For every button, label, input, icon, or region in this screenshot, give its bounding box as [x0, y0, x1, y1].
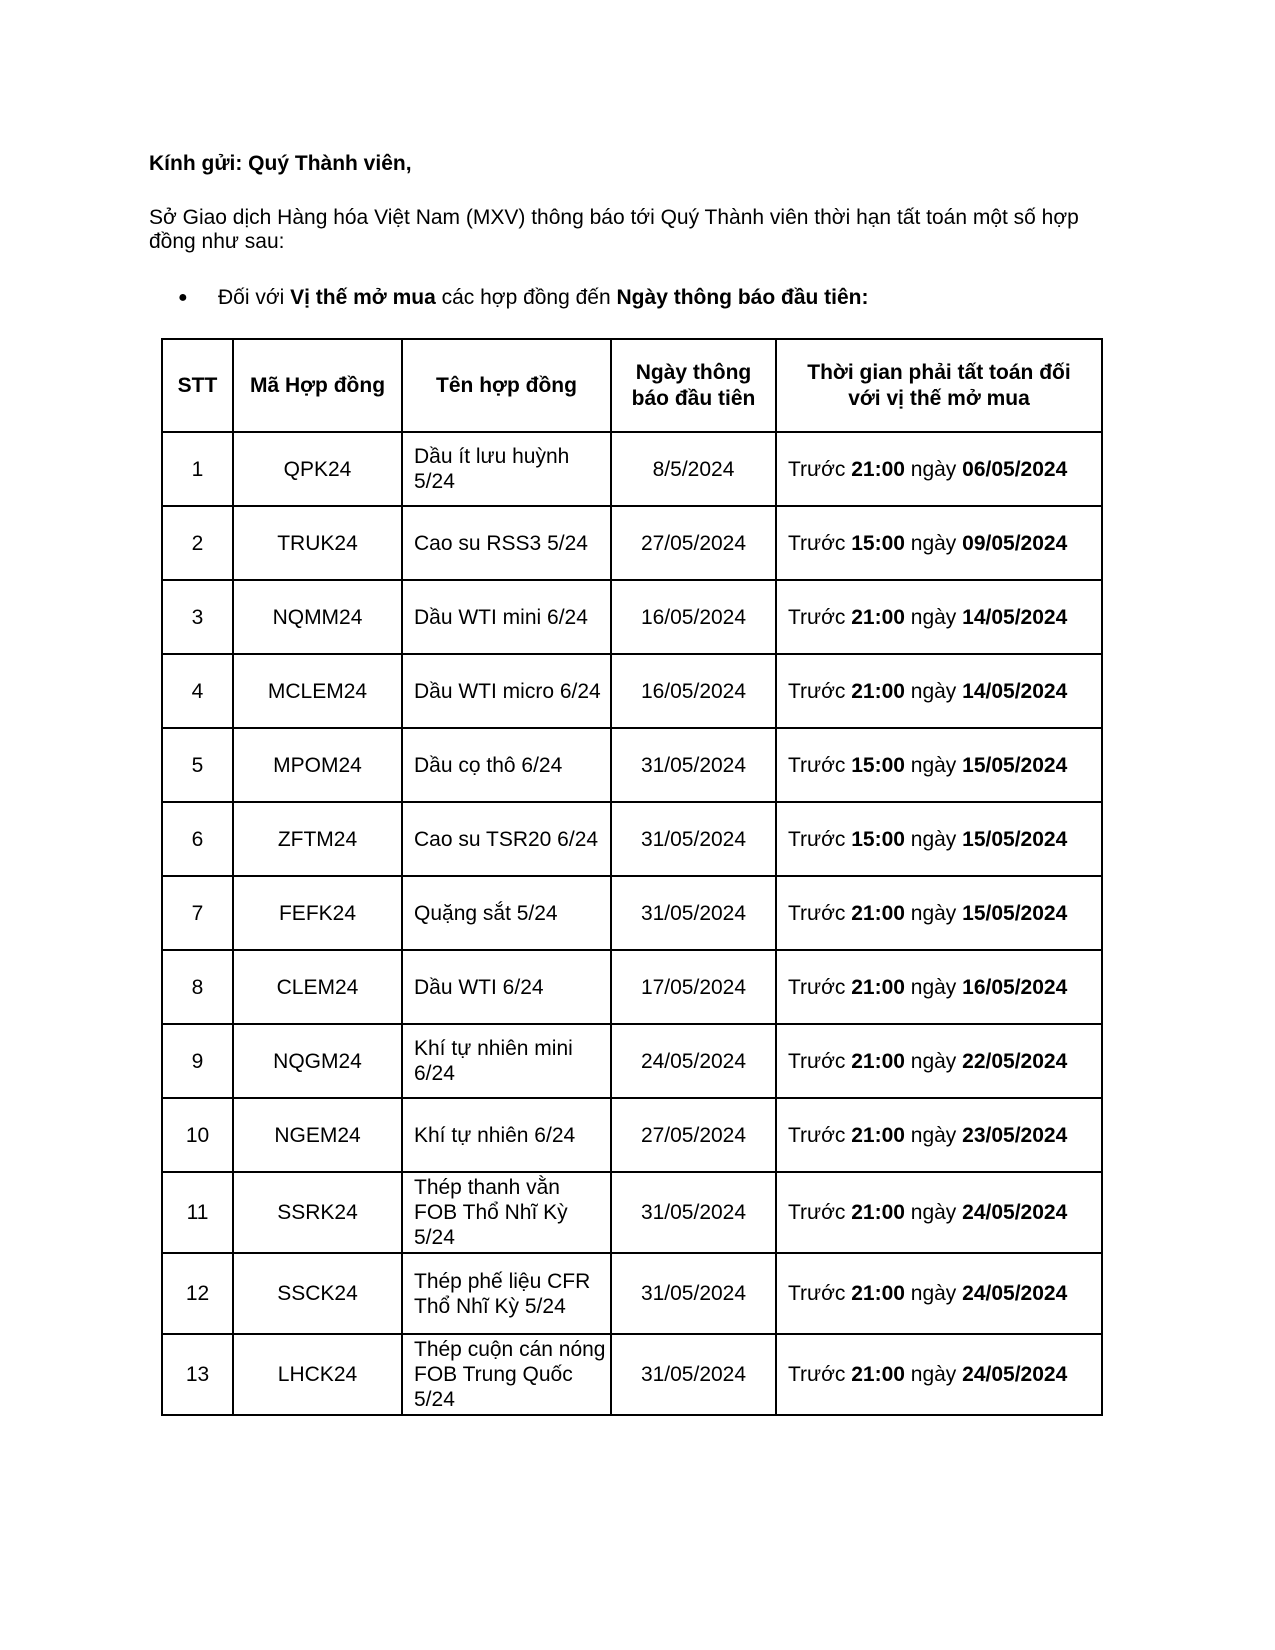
deadline-prefix: Trước: [788, 827, 852, 851]
cell-first-notice: 31/05/2024: [611, 728, 776, 802]
cell-name: Dầu WTI micro 6/24: [402, 654, 611, 728]
deadline-prefix: Trước: [788, 1049, 852, 1073]
deadline-time: 21:00: [851, 1201, 905, 1224]
cell-stt: 2: [162, 506, 233, 580]
cell-deadline: [776, 802, 1102, 876]
cell-first-notice: 31/05/2024: [611, 1172, 776, 1253]
cell-stt: 6: [162, 802, 233, 876]
bullet-icon: ●: [178, 289, 188, 306]
deadline-date: 09/05/2024: [962, 531, 1068, 555]
deadline-prefix: Trước: [788, 457, 852, 481]
deadline-mid: ngày: [904, 1049, 963, 1073]
table-header-row: [162, 339, 1102, 432]
deadline-time: 21:00: [851, 1363, 905, 1386]
table-row: [162, 1253, 1102, 1334]
cell-code: MPOM24: [233, 728, 402, 802]
bullet-text-1: Đối với: [218, 286, 291, 309]
cell-first-notice: 27/05/2024: [611, 1098, 776, 1172]
cell-code: NQMM24: [233, 580, 402, 654]
deadline-time: 21:00: [851, 457, 905, 481]
cell-name: Cao su TSR20 6/24: [402, 802, 611, 876]
deadline-prefix: Trước: [788, 679, 852, 703]
cell-first-notice: 31/05/2024: [611, 1253, 776, 1334]
deadline-time: 15:00: [851, 827, 905, 851]
deadline-time: 15:00: [851, 753, 905, 777]
cell-first-notice: 31/05/2024: [611, 802, 776, 876]
deadline-mid: ngày: [904, 1363, 963, 1386]
deadline-prefix: Trước: [788, 975, 852, 999]
cell-stt: 1: [162, 432, 233, 506]
deadline-time: 21:00: [851, 1282, 905, 1305]
cell-name: Cao su RSS3 5/24: [402, 506, 611, 580]
greeting: Kính gửi: Quý Thành viên,: [149, 152, 412, 175]
cell-first-notice: 16/05/2024: [611, 580, 776, 654]
deadline-prefix: Trước: [788, 531, 852, 555]
bullet-text-3: các hợp đồng đến: [435, 286, 617, 309]
intro-paragraph: Sở Giao dịch Hàng hóa Việt Nam (MXV) thông báo tới Quý Thành viên thời hạn tất toán một số hợp đồng như sau:: [149, 206, 1079, 253]
cell-name: Dầu WTI 6/24: [402, 950, 611, 1024]
deadline-time: 15:00: [851, 531, 905, 555]
header-first-notice: Ngày thông báo đầu tiên: [611, 339, 776, 432]
deadline-mid: ngày: [904, 457, 963, 481]
deadline-prefix: Trước: [788, 1123, 852, 1147]
table-row: [162, 1334, 1102, 1415]
table-row: [162, 728, 1102, 802]
deadline-time: 21:00: [851, 679, 905, 703]
cell-name: Dầu ít lưu huỳnh 5/24: [402, 432, 611, 506]
cell-stt: 3: [162, 580, 233, 654]
cell-deadline: [776, 432, 1102, 506]
deadline-mid: ngày: [904, 753, 963, 777]
deadline-time: 21:00: [851, 901, 905, 925]
deadline-date: 15/05/2024: [962, 827, 1068, 851]
cell-name: Khí tự nhiên mini 6/24: [402, 1024, 611, 1098]
cell-stt: 4: [162, 654, 233, 728]
cell-deadline: [776, 876, 1102, 950]
cell-code: MCLEM24: [233, 654, 402, 728]
cell-stt: 11: [162, 1172, 233, 1253]
cell-stt: 10: [162, 1098, 233, 1172]
settlement-table: [161, 338, 1103, 1416]
cell-deadline: [776, 1024, 1102, 1098]
deadline-mid: ngày: [904, 901, 963, 925]
deadline-mid: ngày: [904, 827, 963, 851]
cell-first-notice: 31/05/2024: [611, 1334, 776, 1415]
cell-name: Thép cuộn cán nóng FOB Trung Quốc 5/24: [402, 1334, 611, 1415]
cell-code: NQGM24: [233, 1024, 402, 1098]
cell-stt: 5: [162, 728, 233, 802]
table-row: [162, 580, 1102, 654]
bullet-item: [178, 285, 869, 311]
cell-first-notice: 16/05/2024: [611, 654, 776, 728]
cell-name: Dầu cọ thô 6/24: [402, 728, 611, 802]
cell-stt: 8: [162, 950, 233, 1024]
cell-deadline: [776, 728, 1102, 802]
cell-code: QPK24: [233, 432, 402, 506]
bullet-text-2: Vị thế mở mua: [290, 286, 436, 309]
header-stt: STT: [162, 339, 233, 432]
cell-code: NGEM24: [233, 1098, 402, 1172]
deadline-time: 21:00: [851, 605, 905, 629]
cell-stt: 7: [162, 876, 233, 950]
cell-name: Thép thanh vằn FOB Thổ Nhĩ Kỳ 5/24: [402, 1172, 611, 1253]
cell-deadline: [776, 654, 1102, 728]
table-row: [162, 1172, 1102, 1253]
deadline-prefix: Trước: [788, 753, 852, 777]
cell-deadline: [776, 506, 1102, 580]
deadline-date: 22/05/2024: [962, 1049, 1068, 1073]
cell-first-notice: 17/05/2024: [611, 950, 776, 1024]
table-row: [162, 876, 1102, 950]
cell-deadline: [776, 1253, 1102, 1334]
cell-deadline: [776, 1172, 1102, 1253]
cell-first-notice: 31/05/2024: [611, 876, 776, 950]
cell-code: TRUK24: [233, 506, 402, 580]
header-code: Mã Hợp đồng: [233, 339, 402, 432]
cell-deadline: [776, 1098, 1102, 1172]
deadline-time: 21:00: [851, 1049, 905, 1073]
deadline-date: 16/05/2024: [962, 975, 1068, 999]
deadline-date: 14/05/2024: [962, 679, 1068, 703]
cell-stt: 13: [162, 1334, 233, 1415]
cell-code: FEFK24: [233, 876, 402, 950]
deadline-mid: ngày: [904, 975, 963, 999]
deadline-date: 06/05/2024: [962, 457, 1068, 481]
table-row: [162, 654, 1102, 728]
header-name: Tên hợp đồng: [402, 339, 611, 432]
deadline-date: 24/05/2024: [962, 1282, 1068, 1305]
deadline-mid: ngày: [904, 1282, 963, 1305]
deadline-date: 24/05/2024: [962, 1201, 1068, 1224]
cell-first-notice: 24/05/2024: [611, 1024, 776, 1098]
table-row: [162, 1098, 1102, 1172]
deadline-date: 23/05/2024: [962, 1123, 1068, 1147]
cell-first-notice: 27/05/2024: [611, 506, 776, 580]
cell-first-notice: 8/5/2024: [611, 432, 776, 506]
deadline-date: 15/05/2024: [962, 753, 1068, 777]
cell-stt: 9: [162, 1024, 233, 1098]
deadline-prefix: Trước: [788, 1363, 852, 1386]
deadline-mid: ngày: [904, 605, 963, 629]
table-row: [162, 1024, 1102, 1098]
cell-deadline: [776, 950, 1102, 1024]
deadline-date: 15/05/2024: [962, 901, 1068, 925]
deadline-mid: ngày: [904, 1123, 963, 1147]
header-deadline: Thời gian phải tất toán đối với vị thế mở mua: [776, 339, 1102, 432]
deadline-prefix: Trước: [788, 901, 852, 925]
cell-stt: 12: [162, 1253, 233, 1334]
table-row: [162, 950, 1102, 1024]
cell-deadline: [776, 1334, 1102, 1415]
deadline-date: 14/05/2024: [962, 605, 1068, 629]
cell-name: Quặng sắt 5/24: [402, 876, 611, 950]
cell-deadline: [776, 580, 1102, 654]
deadline-prefix: Trước: [788, 1201, 852, 1224]
deadline-time: 21:00: [851, 1123, 905, 1147]
deadline-mid: ngày: [904, 1201, 963, 1224]
deadline-mid: ngày: [904, 531, 963, 555]
cell-name: Dầu WTI mini 6/24: [402, 580, 611, 654]
bullet-text-4: Ngày thông báo đầu tiên:: [616, 286, 869, 309]
cell-name: Khí tự nhiên 6/24: [402, 1098, 611, 1172]
table-row: [162, 432, 1102, 506]
cell-code: ZFTM24: [233, 802, 402, 876]
deadline-date: 24/05/2024: [962, 1363, 1068, 1386]
table-row: [162, 506, 1102, 580]
cell-code: LHCK24: [233, 1334, 402, 1415]
deadline-prefix: Trước: [788, 605, 852, 629]
deadline-prefix: Trước: [788, 1282, 852, 1305]
cell-code: SSCK24: [233, 1253, 402, 1334]
cell-code: CLEM24: [233, 950, 402, 1024]
deadline-time: 21:00: [851, 975, 905, 999]
cell-code: SSRK24: [233, 1172, 402, 1253]
deadline-mid: ngày: [904, 679, 963, 703]
cell-name: Thép phế liệu CFR Thổ Nhĩ Kỳ 5/24: [402, 1253, 611, 1334]
table-row: [162, 802, 1102, 876]
